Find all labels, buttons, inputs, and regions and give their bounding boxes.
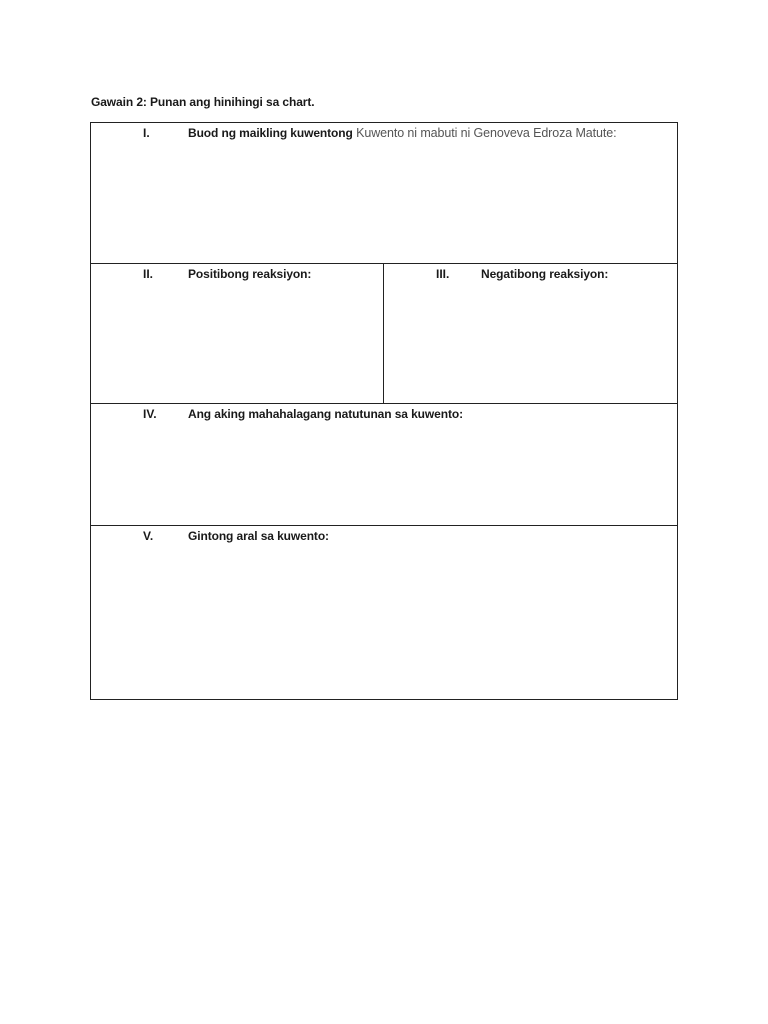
section-summary[interactable] [91, 123, 677, 264]
section-numeral: III. [436, 267, 450, 281]
section-negative-reaction[interactable] [384, 264, 677, 404]
page-heading: Gawain 2: Punan ang hinihingi sa chart. [91, 95, 315, 109]
worksheet-chart [90, 122, 678, 700]
section-learnings[interactable] [91, 404, 677, 526]
section-label: Gintong aral sa kuwento: [188, 529, 329, 543]
section-label-bold: Buod ng maikling kuwentong [188, 126, 353, 140]
section-label: Negatibong reaksiyon: [481, 267, 609, 281]
section-label [188, 126, 616, 140]
section-numeral: II. [143, 267, 154, 281]
section-golden-lesson[interactable] [91, 526, 677, 699]
section-numeral: V. [143, 529, 154, 543]
section-numeral: IV. [143, 407, 157, 421]
section-label: Positibong reaksiyon: [188, 267, 312, 281]
section-positive-reaction[interactable] [91, 264, 384, 404]
section-numeral: I. [143, 126, 150, 140]
section-label-story-title: Kuwento ni mabuti ni Genoveva Edroza Matute: [352, 126, 617, 140]
section-label: Ang aking mahahalagang natutunan sa kuwento: [188, 407, 463, 421]
